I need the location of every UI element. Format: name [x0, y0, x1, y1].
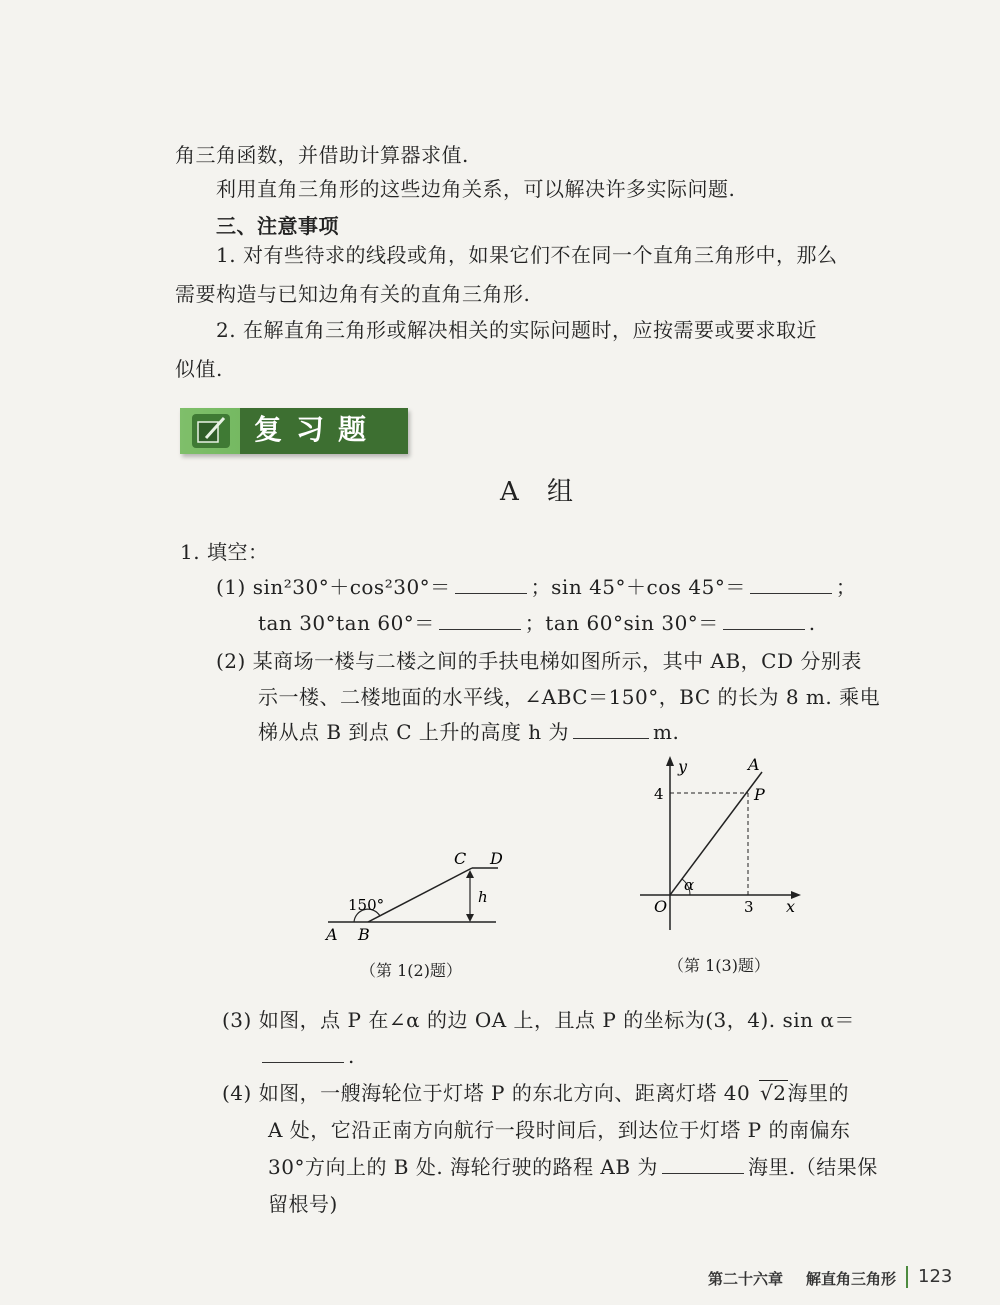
label-d: D — [490, 849, 503, 868]
q1-p1-expr-3: tan 30°tan 60°＝ — [258, 611, 435, 635]
q1-p1-expr-2: ；sin 45°＋cos 45°＝ — [530, 575, 746, 599]
text-line-1: 角三角函数，并借助计算器求值. — [175, 143, 469, 167]
pencil-note-icon — [192, 414, 230, 448]
sqrt-2: √2 — [760, 1081, 787, 1105]
answer-blank — [455, 575, 527, 594]
figure-caption-1-3: （第 1(3)题） — [668, 956, 770, 975]
text-line-7: 似值. — [175, 357, 223, 381]
question-1-part-3-line-1: (3) 如图，点 P 在∠α 的边 OA 上，且点 P 的坐标为(3，4). sin α＝ — [222, 1008, 855, 1032]
label-c: C — [454, 849, 467, 868]
question-1-part-2-line-2: 示一楼、二楼地面的水平线，∠ABC＝150°，BC 的长为 8 m. 乘电 — [258, 685, 881, 709]
text-line-2: 利用直角三角形的这些边角关系，可以解决许多实际问题. — [216, 177, 736, 201]
figure-caption-1-2: （第 1(2)题） — [360, 961, 462, 980]
coordinate-figure — [630, 750, 820, 940]
answer-blank — [573, 720, 649, 739]
label-p: P — [754, 785, 765, 804]
q1-p1-sep: ； — [835, 575, 857, 599]
q1-p3-end: . — [348, 1044, 355, 1068]
label-alpha: α — [684, 876, 695, 894]
label-4: 4 — [654, 785, 664, 803]
arrow-head-down — [466, 914, 474, 922]
q1-p1-end: . — [808, 611, 816, 635]
footer-separator — [906, 1266, 908, 1288]
question-1-part-2-line-1: (2) 某商场一楼与二楼之间的手扶电梯如图所示，其中 AB，CD 分别表 — [216, 649, 862, 673]
page-number: 123 — [918, 1266, 953, 1287]
answer-blank — [439, 611, 521, 630]
text-line-5: 需要构造与已知边角有关的直角三角形. — [175, 282, 531, 306]
text-line-4: 1. 对有些待求的线段或角，如果它们不在同一个直角三角形中，那么 — [216, 243, 838, 267]
banner-title: 复习题 — [254, 413, 381, 446]
y-axis-arrow — [666, 756, 674, 766]
label-o: O — [654, 897, 668, 916]
question-1-head: 1. 填空： — [180, 540, 269, 564]
label-angle-150: 150° — [348, 896, 385, 914]
label-x: x — [786, 897, 796, 916]
answer-blank — [723, 611, 805, 630]
label-y: y — [678, 757, 688, 776]
q1-p1-expr-4: ；tan 60°sin 30°＝ — [524, 611, 719, 635]
label-a: A — [326, 925, 338, 944]
sqrt-radicand: 2 — [773, 1081, 787, 1105]
q1-p4-text-3: 30°方向上的 B 处. 海轮行驶的路程 AB 为 — [268, 1155, 658, 1179]
question-1-part-4-line-1 — [222, 1079, 849, 1107]
question-1-part-3-line-2 — [262, 1042, 355, 1070]
escalator-figure — [320, 840, 510, 945]
q1-p1-expr-1: (1) sin²30°＋cos²30°＝ — [216, 575, 451, 599]
q1-p4-text-1: (4) 如图，一艘海轮位于灯塔 P 的东北方向、距离灯塔 40 — [222, 1081, 751, 1105]
answer-blank — [750, 575, 832, 594]
question-1-part-4-line-4: 留根号) — [268, 1192, 338, 1216]
q1-p2-text: 梯从点 B 到点 C 上升的高度 h 为 — [258, 720, 570, 744]
question-1-part-4-line-2: A 处，它沿正南方向航行一段时间后，到达位于灯塔 P 的南偏东 — [268, 1118, 851, 1142]
section-heading-notes: 三、注意事项 — [216, 214, 339, 238]
q1-p4-text-4: 海里.（结果保 — [747, 1155, 878, 1179]
question-1-part-1-line-2 — [258, 609, 816, 637]
answer-blank — [662, 1155, 744, 1174]
answer-blank — [262, 1044, 344, 1063]
label-b: B — [358, 925, 370, 944]
footer-chapter: 第二十六章 — [708, 1270, 784, 1288]
q1-p2-unit: m. — [653, 720, 680, 744]
group-title: A 组 — [500, 477, 584, 507]
text-line-6: 2. 在解直角三角形或解决相关的实际问题时，应按需要或要求取近 — [216, 318, 817, 342]
question-1-part-1-line-1 — [216, 573, 856, 601]
question-1-part-2-line-3 — [258, 718, 679, 746]
question-1-part-4-line-3 — [268, 1153, 878, 1181]
footer-title: 解直角三角形 — [806, 1270, 897, 1288]
q1-p4-text-2: 海里的 — [787, 1081, 850, 1105]
label-3: 3 — [744, 898, 754, 916]
label-h: h — [478, 888, 488, 906]
label-a: A — [748, 755, 760, 774]
